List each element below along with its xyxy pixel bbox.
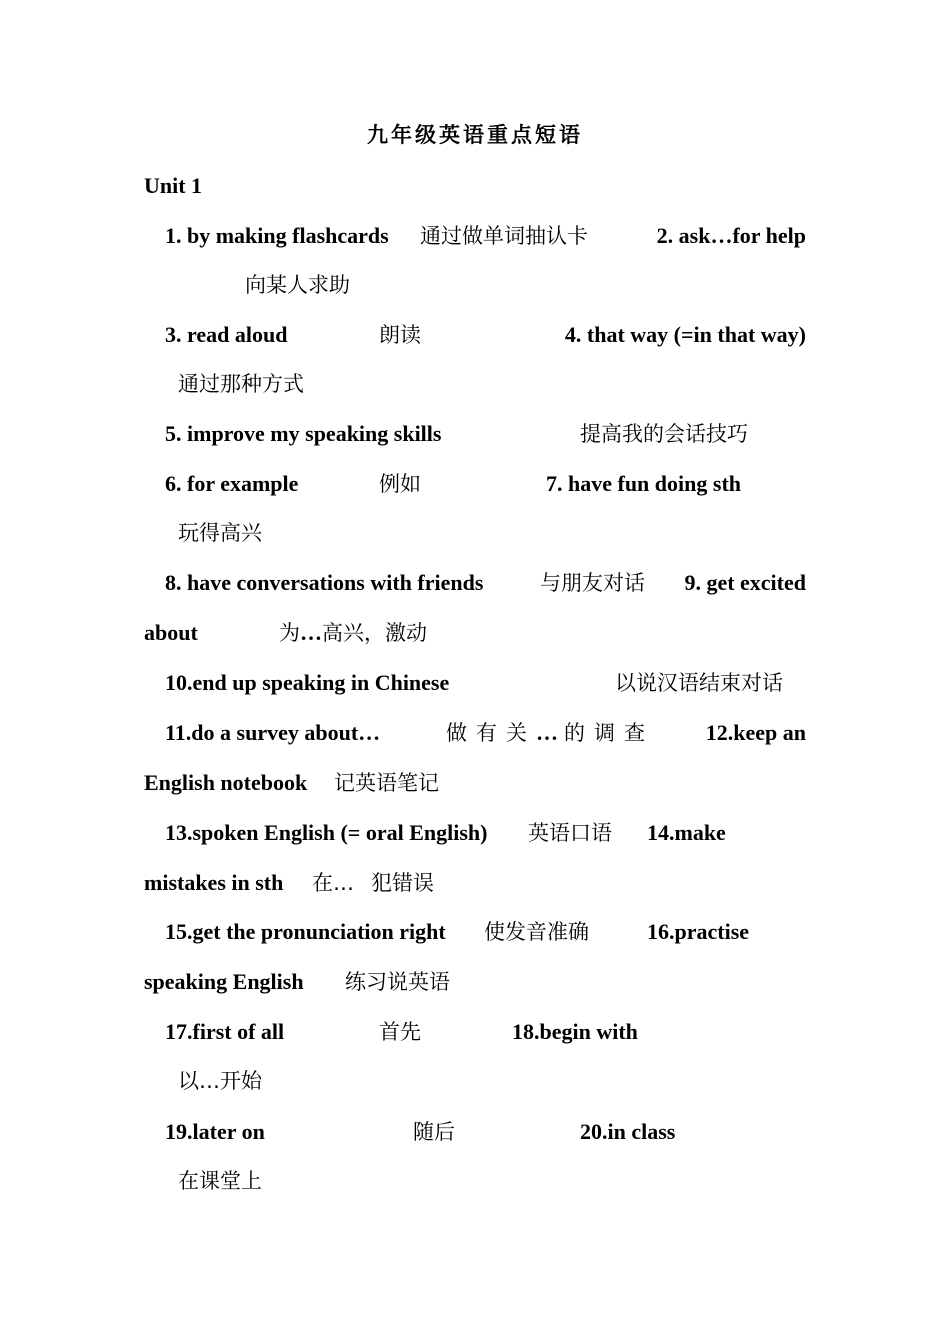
phrase-7-en: 7. have fun doing sth <box>546 471 742 496</box>
phrase-10-zh: 以说汉语结束对话 <box>615 671 783 695</box>
phrase-18-en: 18.begin with <box>512 1019 638 1044</box>
phrase-15-en: 15.get the pronunciation right <box>165 919 446 944</box>
phrase-1-zh: 通过做单词抽认卡 <box>420 224 588 248</box>
phrase-14-zh-b: 犯错误 <box>371 871 434 895</box>
phrase-11-zh-b: 的调查 <box>564 721 654 745</box>
phrase-17-en: 17.first of all <box>165 1019 285 1044</box>
phrase-14-zh-a: 在… <box>312 871 354 895</box>
phrase-8-en: 8. have conversations with friends <box>165 570 484 595</box>
phrase-18-zh: 以…开始 <box>178 1069 262 1093</box>
phrase-11-zh <box>446 717 654 749</box>
phrase-12-en-cont: English notebook <box>144 770 308 795</box>
phrase-4-en: 4. that way (=in that way) <box>564 322 806 347</box>
phrase-16-en-cont: speaking English <box>144 969 304 994</box>
phrase-9-en: 9. get excited <box>684 570 806 595</box>
phrase-5-en: 5. improve my speaking skills <box>165 421 442 446</box>
phrase-19-en: 19.later on <box>165 1119 265 1144</box>
phrase-12-en: 12.keep an <box>705 720 806 745</box>
phrase-8-zh: 与朋友对话 <box>540 571 645 595</box>
phrase-4-zh: 通过那种方式 <box>178 372 304 396</box>
phrase-20-en: 20.in class <box>580 1119 676 1144</box>
phrase-11-en: 11.do a survey about… <box>165 720 381 745</box>
phrase-6-en: 6. for example <box>165 471 299 496</box>
phrase-3-en: 3. read aloud <box>165 322 288 347</box>
phrase-9-zh-b: 高兴，激动 <box>322 621 427 645</box>
phrase-15-zh: 使发音准确 <box>484 920 589 944</box>
phrase-13-en: 13.spoken English (= oral English) <box>165 820 488 845</box>
page-title: 九年级英语重点短语 <box>367 123 583 147</box>
phrase-11-ellipsis: … <box>536 720 558 745</box>
phrase-14-en: 14.make <box>647 820 726 845</box>
phrase-10-en: 10.end up speaking in Chinese <box>165 670 450 695</box>
phrase-7-zh: 玩得高兴 <box>178 521 262 545</box>
phrase-1-en: 1. by making flashcards <box>165 223 389 248</box>
phrase-2-en: 2. ask…for help <box>656 223 806 248</box>
phrase-3-zh: 朗读 <box>379 323 421 347</box>
phrase-16-en: 16.practise <box>647 919 750 944</box>
phrase-6-zh: 例如 <box>379 472 421 496</box>
phrase-17-zh: 首先 <box>379 1020 421 1044</box>
phrase-9-en-cont: about <box>144 620 198 645</box>
unit-heading: Unit 1 <box>144 173 203 198</box>
phrase-5-zh: 提高我的会话技巧 <box>580 422 748 446</box>
phrase-12-zh: 记英语笔记 <box>334 771 439 795</box>
phrase-14-en-cont: mistakes in sth <box>144 870 284 895</box>
phrase-9-zh <box>279 617 427 649</box>
phrase-16-zh: 练习说英语 <box>345 970 450 994</box>
phrase-13-zh: 英语口语 <box>528 821 612 845</box>
phrase-9-ellipsis: … <box>300 620 322 645</box>
phrase-20-zh: 在课堂上 <box>178 1169 262 1193</box>
phrase-19-zh: 随后 <box>413 1120 455 1144</box>
phrase-2-zh: 向某人求助 <box>245 273 350 297</box>
phrase-11-zh-a: 做有关 <box>446 721 536 745</box>
phrase-9-zh-a: 为 <box>279 621 300 645</box>
